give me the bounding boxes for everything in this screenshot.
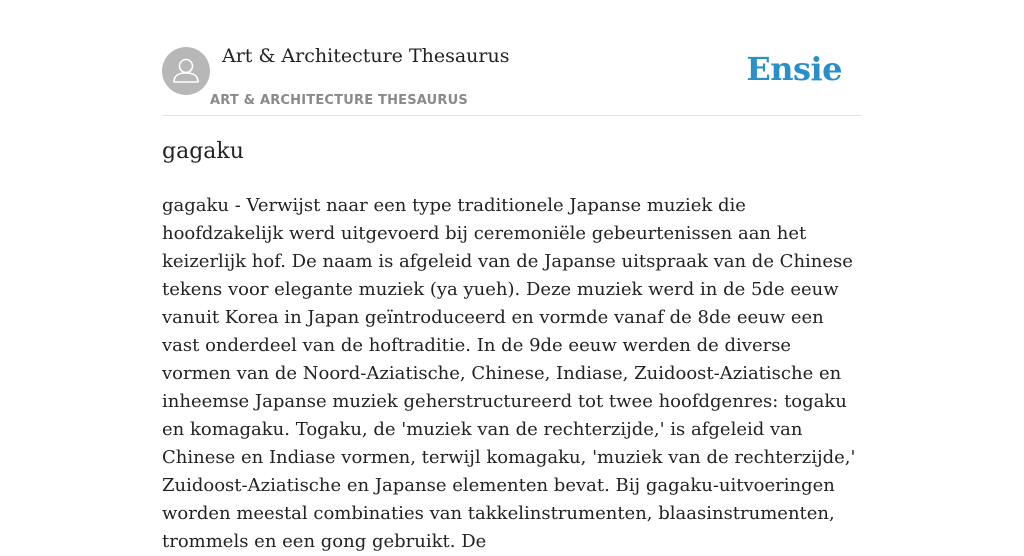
header (162, 0, 862, 116)
user-silhouette-icon (162, 47, 210, 95)
article-body: gagaku - Verwijst naar een type traditionele Japanse muziek die hoofdzakelijk werd uitgevoerd bij ceremoniële gebeurtenissen aan het keizerlijk hof. De naam is afgeleid van de Japanse uitspraak van de Chinese tekens voor elegante muziek (ya yueh). Deze muziek werd in de 5de eeuw vanuit Korea in Japan geïntroduceerd en vormde vanaf de 8de eeuw een vast onderdeel van de hoftraditie. In de 9de eeuw werden de diverse vormen van de Noord-Aziatische, Chinese, Indiase, Zuidoost-Aziatische en inheemse Japanse muziek geherstructureerd tot twee hoofdgenres: togaku en komagaku. Togaku, de 'muziek van de rechterzijde,' is afgeleid van Chinese en Indiase vormen, terwijl komagaku, 'muziek van de rechterzijde,' Zuidoost-Aziatische en Japanse elementen bevat. Bij gagaku-uitvoeringen worden meestal combinaties van takkelinstrumenten, blaasinstrumenten, trommels en een gong gebruikt. De (162, 195, 856, 552)
article-title: gagaku (162, 139, 244, 164)
brand-logo[interactable]: Ensie (746, 50, 842, 88)
author-name[interactable]: Art & Architecture Thesaurus (222, 45, 510, 67)
author-subtitle: ART & ARCHITECTURE THESAURUS (210, 93, 468, 108)
avatar[interactable] (162, 47, 210, 95)
page (162, 0, 862, 552)
